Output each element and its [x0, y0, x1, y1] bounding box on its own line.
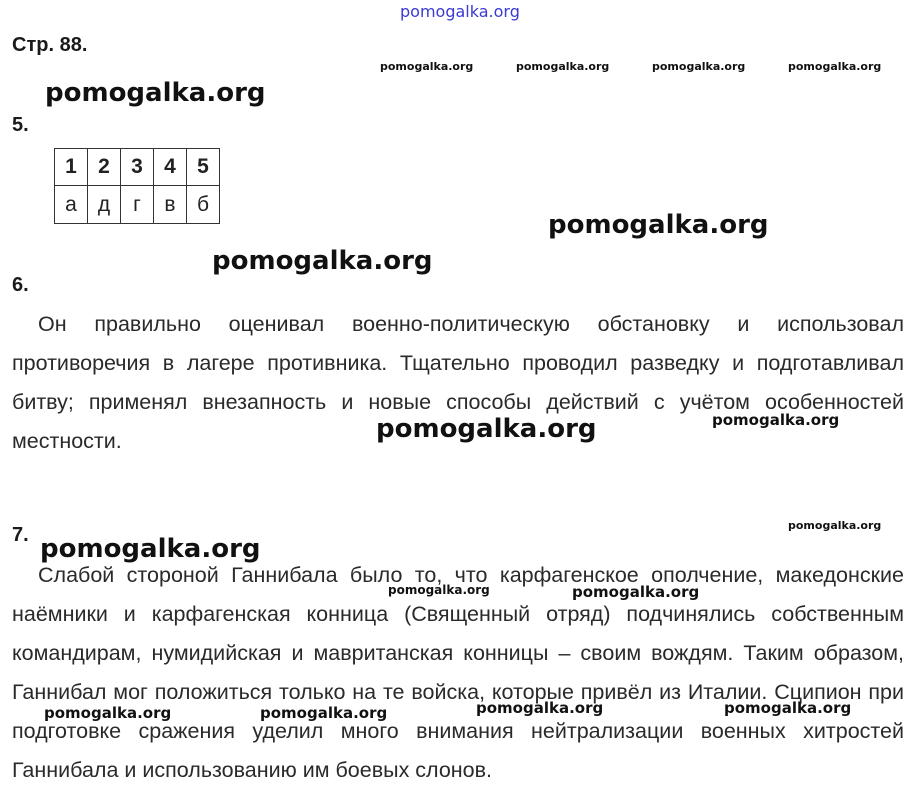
watermark: pomogalka.org [380, 60, 474, 73]
watermark: pomogalka.org [572, 583, 700, 601]
answer-table [54, 148, 220, 224]
watermark: pomogalka.org [45, 78, 266, 108]
watermark: pomogalka.org [260, 704, 388, 722]
watermark: pomogalka.org [724, 699, 852, 717]
watermark: pomogalka.org [548, 210, 769, 240]
task-6-text-content: Он правильно оценивал военно-политическую обстановку и использовал противоречия в лагере противника. Тщательно проводил разведку и подготавливал битву; применял внезапность и новые способы действий с учётом особенностей местности. [12, 312, 904, 453]
task-number: 6. [12, 274, 29, 296]
watermark-top: pomogalka.org [400, 2, 520, 21]
watermark: pomogalka.org [40, 534, 261, 564]
watermark: pomogalka.org [212, 246, 433, 276]
watermark: pomogalka.org [44, 704, 172, 722]
watermark: pomogalka.org [516, 60, 610, 73]
watermark: pomogalka.org [388, 583, 490, 597]
task-number: 7. [12, 524, 29, 546]
table-cell: а [55, 186, 88, 224]
watermark: pomogalka.org [652, 60, 746, 73]
table-row [55, 186, 220, 224]
table-row [55, 149, 220, 186]
watermark: pomogalka.org [788, 60, 882, 73]
watermark: pomogalka.org [376, 414, 597, 444]
table-cell: в [154, 186, 187, 224]
table-cell: д [88, 186, 121, 224]
table-cell: 1 [55, 149, 88, 186]
table-cell: 5 [187, 149, 220, 186]
table-cell: 4 [154, 149, 187, 186]
page-heading: Стр. 88. [12, 34, 88, 56]
table-cell: 3 [121, 149, 154, 186]
table-cell: 2 [88, 149, 121, 186]
watermark: pomogalka.org [788, 519, 882, 532]
task-number: 5. [12, 114, 29, 136]
table-cell: г [121, 186, 154, 224]
watermark: pomogalka.org [476, 699, 604, 717]
table-cell: б [187, 186, 220, 224]
task-7-text-content: Слабой стороной Ганнибала было то, что карфагенское ополчение, македонские наёмники и карфагенская конница (Священный отряд) подчинялись собственным командирам, нумидийская и мавританская конницы – своим вождям. Таким образом, Ганнибал мог положиться только на те войска, которые привёл из Италии. Сципион при подготовке сражения уделил много внимания нейтрализации военных хитростей Ганнибала и использованию им боевых слонов. [12, 563, 904, 782]
watermark: pomogalka.org [712, 411, 840, 429]
